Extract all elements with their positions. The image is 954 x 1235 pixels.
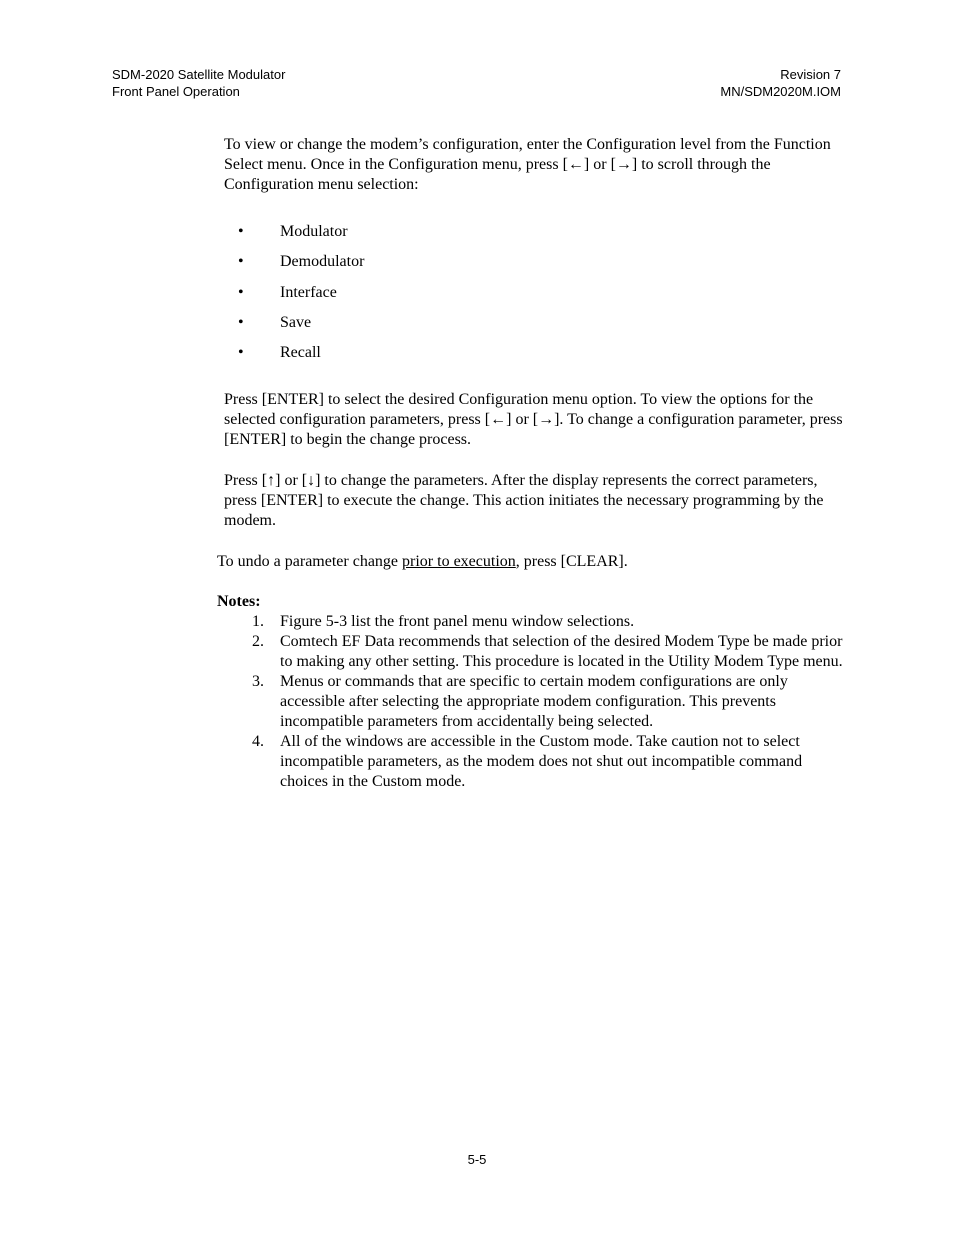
note-item — [224, 672, 844, 732]
list-item-label: Recall — [280, 344, 321, 362]
undo-suffix: , press [CLEAR]. — [515, 553, 628, 570]
page-header-left — [112, 67, 285, 100]
note-text: Menus or commands that are specific to certain modem configurations are only accessible after selecting the appropriate modem configuration. This prevents incompatible parameters from accidentally being selected. — [280, 673, 788, 730]
change-instruction-paragraph: Press [↑] or [↓] to change the parameters. After the display represents the correct parameters, press [ENTER] to execute the change. This action initiates the necessary programming by the modem. — [224, 472, 824, 529]
note-item — [224, 632, 844, 672]
header-section-title: Front Panel Operation — [112, 83, 240, 99]
note-item — [224, 732, 844, 792]
note-text: All of the windows are accessible in the Custom mode. Take caution not to select incompatible parameters, as the modem does not shut out incompatible command choices in the Custom mode. — [280, 733, 803, 790]
note-number: 1. — [252, 613, 264, 630]
bullet-glyph: • — [238, 313, 244, 331]
bullet-glyph: • — [238, 283, 244, 301]
header-product-title: SDM-2020 Satellite Modulator — [112, 67, 286, 82]
bullet-glyph: • — [238, 223, 244, 240]
header-document-number: MN/SDM2020M.IOM — [720, 83, 841, 99]
note-text: Comtech EF Data recommends that selection of the desired Modem Type be made prior to making any other setting. This procedure is located in the Utility Modem Type menu. — [280, 633, 843, 670]
list-item-label: Save — [280, 313, 312, 331]
list-item — [224, 222, 364, 252]
undo-underlined-text: prior to execution — [402, 553, 516, 570]
enter-instruction-paragraph: Press [ENTER] to select the desired Configuration menu option. To view the options for the selected configuration parameters, press [←] or [→]. To change a configuration parameter, press [ENTER] to begin the change process. — [224, 391, 843, 448]
page-header-right — [720, 67, 841, 100]
undo-prefix: To undo a parameter change — [217, 553, 403, 570]
header-revision: Revision 7 — [780, 67, 841, 82]
note-number: 2. — [252, 633, 264, 650]
notes-heading: Notes: — [217, 593, 261, 610]
bullet-glyph: • — [238, 253, 244, 271]
notes-list — [224, 612, 844, 792]
list-item — [224, 313, 364, 343]
intro-paragraph: To view or change the modem’s configuration, enter the Configuration level from the Function Select menu. Once in the Configuration menu, press [←] or [→] to scroll through the Configuration menu selection: — [224, 136, 831, 193]
undo-instruction-paragraph — [217, 552, 847, 572]
list-item-label: Demodulator — [280, 253, 365, 271]
note-number: 4. — [252, 733, 264, 750]
list-item — [224, 283, 364, 313]
bullet-glyph: • — [238, 344, 244, 362]
list-item-label: Modulator — [280, 223, 348, 240]
note-text: Figure 5-3 list the front panel menu window selections. — [280, 613, 635, 630]
list-item-label: Interface — [280, 283, 337, 301]
list-item — [224, 343, 364, 373]
note-item — [224, 612, 844, 632]
configuration-menu-list — [224, 222, 364, 373]
page-number: 5-5 — [467, 1152, 487, 1167]
note-number: 3. — [252, 673, 264, 690]
list-item — [224, 252, 364, 282]
